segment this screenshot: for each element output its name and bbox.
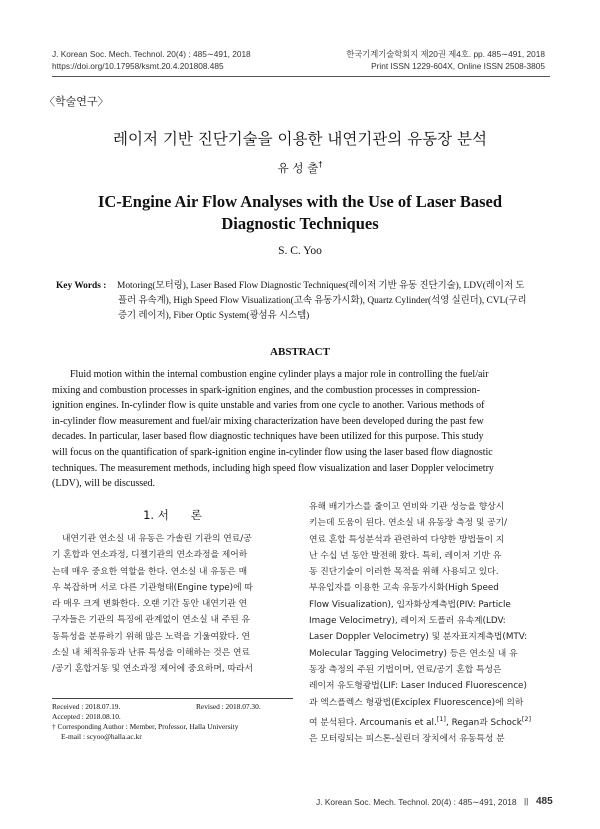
paragraph-line: /공기 혼합거동 및 연소과정 제어에 중요하며, 따라서 [52,664,253,675]
abstract-line: in-cylinder flow measurement and fuel/air mixing characterization have been developed during the past few [52,415,484,427]
doi-link[interactable]: https://doi.org/10.17958/ksmt.20.4.201808.485 [52,61,224,71]
paragraph-line: 은 모터링되는 피스톤-실린더 장치에서 유동특성 분 [309,734,505,745]
header-rule [52,76,550,77]
journal-citation-en: J. Korean Soc. Mech. Technol. 20(4) : 485∼491, 2018 [52,49,251,59]
paragraph-line: 동장 측정의 주된 기법이며, 연료/공기 혼합 특성은 [309,664,502,675]
article-category: 〈학술연구〉 [44,95,109,108]
author-email[interactable]: E-mail : scyoo@halla.ac.kr [61,732,142,741]
keywords-line: Motoring(모터링), Laser Based Flow Diagnostic Techniques(레이저 기반 유동 진단기술), LDV(레이저 도 [117,281,525,291]
section-heading-introduction: 1. 서 론 [143,508,202,522]
revised-date: Revised : 2018.07.30. [196,702,261,711]
paragraph-line: 여 분석된다. Arcoumanis et al. [309,717,437,728]
paragraph-line: Molecular Tagging Velocimetry) 등은 연소실 내 유 [309,648,518,659]
author-korean [0,160,600,176]
corresponding-author: † Corresponding Author : Member, Professor, Halla University [52,722,239,731]
received-date: Received : 2018.07.19. [52,702,121,711]
footnote-rule [52,698,293,699]
paragraph-line: 기 혼합과 연소과정, 디젤기관의 연소과정을 제어하 [52,550,248,561]
citation-ref[interactable]: [2] [521,714,532,723]
paragraph-line: 부유입자를 이용한 고속 유동가시화(High Speed [309,583,499,594]
left-column-text [52,531,293,678]
citation-text: , Regan과 Schock [445,717,522,728]
paragraph-line: 동특성을 분류하기 위해 많은 노력을 기울여왔다. 연 [52,631,251,642]
accepted-date: Accepted : 2018.08.10. [52,712,121,721]
paragraph-line: 라 매우 크게 변화한다. 오랜 기간 동안 내연기관 연 [52,599,248,610]
paragraph-line: Laser Doppler Velocimetry) 및 분자표지계측법(MTV: [309,632,528,643]
keywords-line: 플러 유속계), High Speed Flow Visualization(고속 유동가시화), Quartz Cylinder(석영 실린더), CVL(구리 [118,295,527,306]
paragraph-line: 유해 배기가스를 줄이고 연비와 기관 성능을 향상시 [309,502,505,512]
title-english-line1: IC-Engine Air Flow Analyses with the Use of Laser Based [97,192,503,211]
keywords-block [117,279,547,323]
citation-ref[interactable]: [1] [436,714,446,723]
paragraph-line: 는데 매우 중요한 역할을 한다. 연소실 내 유동은 매 [52,566,248,577]
page-number: 485 [536,796,553,807]
paragraph-line: 키는데 도움이 된다. 연소실 내 유동장 측정 및 공기/ [309,518,508,529]
abstract-body [52,367,549,492]
abstract-line: ignition engines. In-cylinder flow is quite unstable and varies from one cycle to another. Various methods of [52,400,485,412]
paragraph-line: Flow Visualization), 입자화상계측법(PIV: Particle [309,599,511,610]
paragraph-line: 연료 혼합 특성분석과 관련하여 다양한 방법들이 지 [309,534,505,545]
abstract-line: decades. In particular, laser based flow diagnostic techniques have been utilized for this purpose. This study [52,431,484,443]
keywords-line: 증기 레이저), Fiber Optic System(광섬유 시스템) [118,310,310,321]
paragraph-line: 내연기관 연소실 내 유동은 가솔린 기관의 연료/공 [62,534,252,544]
author-korean-name: 유 성 출 [277,161,319,175]
footer-journal-citation: J. Korean Soc. Mech. Technol. 20(4) : 485∼491, 2018 [316,797,517,807]
keywords-label: Key Words : [56,281,107,291]
footer-separator: || [524,796,529,806]
abstract-line: will focus on the quantification of spark-ignition engine in-cylinder flow using the laser based flow diagnostic [52,446,493,458]
journal-citation-ko: 한국기계기술학회지 제20권 제4호. pp. 485∼491, 2018 [346,49,545,59]
paragraph-line: 동 진단기술이 이러한 목적을 위해 사용되고 있다. [309,567,499,578]
abstract-heading: ABSTRACT [270,346,330,358]
paragraph-line: 과 엑스플렉스 형광법(Exciplex Fluorescence)에 의하 [309,697,524,708]
corresponding-mark: † [318,160,323,170]
paragraph-line: Image Velocimetry), 레이저 도플러 유속계(LDV: [309,616,506,627]
paragraph-line-with-citation [309,711,549,731]
title-korean: 레이저 기반 진단기술을 이용한 내연기관의 유동장 분석 [113,130,487,148]
abstract-line: (LDV), will be discussed. [52,478,156,490]
paragraph-line: 구자들은 기관의 특징에 관계없이 연소실 내 주된 유 [52,615,251,626]
right-column-text [309,499,549,747]
paragraph-line: 소실 내 체적유동과 난류 특성을 이해하는 것은 연료 [52,648,251,659]
author-english: S. C. Yoo [278,245,322,257]
abstract-line: techniques. The measurement methods, including high speed flow visualization and laser Doppler velocimetry [52,462,494,474]
paragraph-line: 우 복잡하며 서로 다른 기관형태(Engine type)에 따 [52,582,253,593]
title-english-line2: Diagnostic Techniques [221,214,379,233]
abstract-line: Fluid motion within the internal combustion engine cylinder plays a major role in controlling the fuel/air [70,369,489,380]
paragraph-line: 레이저 유도형광법(LIF: Laser Induced Fluorescence) [309,681,527,692]
paragraph-line: 난 수십 년 동안 발전해 왔다. 특히, 레이저 기반 유 [309,550,502,561]
abstract-line: mixing and combustion processes in spark-ignition engines, and the combustion processes in compression- [52,384,480,396]
issn-line: Print ISSN 1229-604X, Online ISSN 2508-3805 [371,61,545,71]
